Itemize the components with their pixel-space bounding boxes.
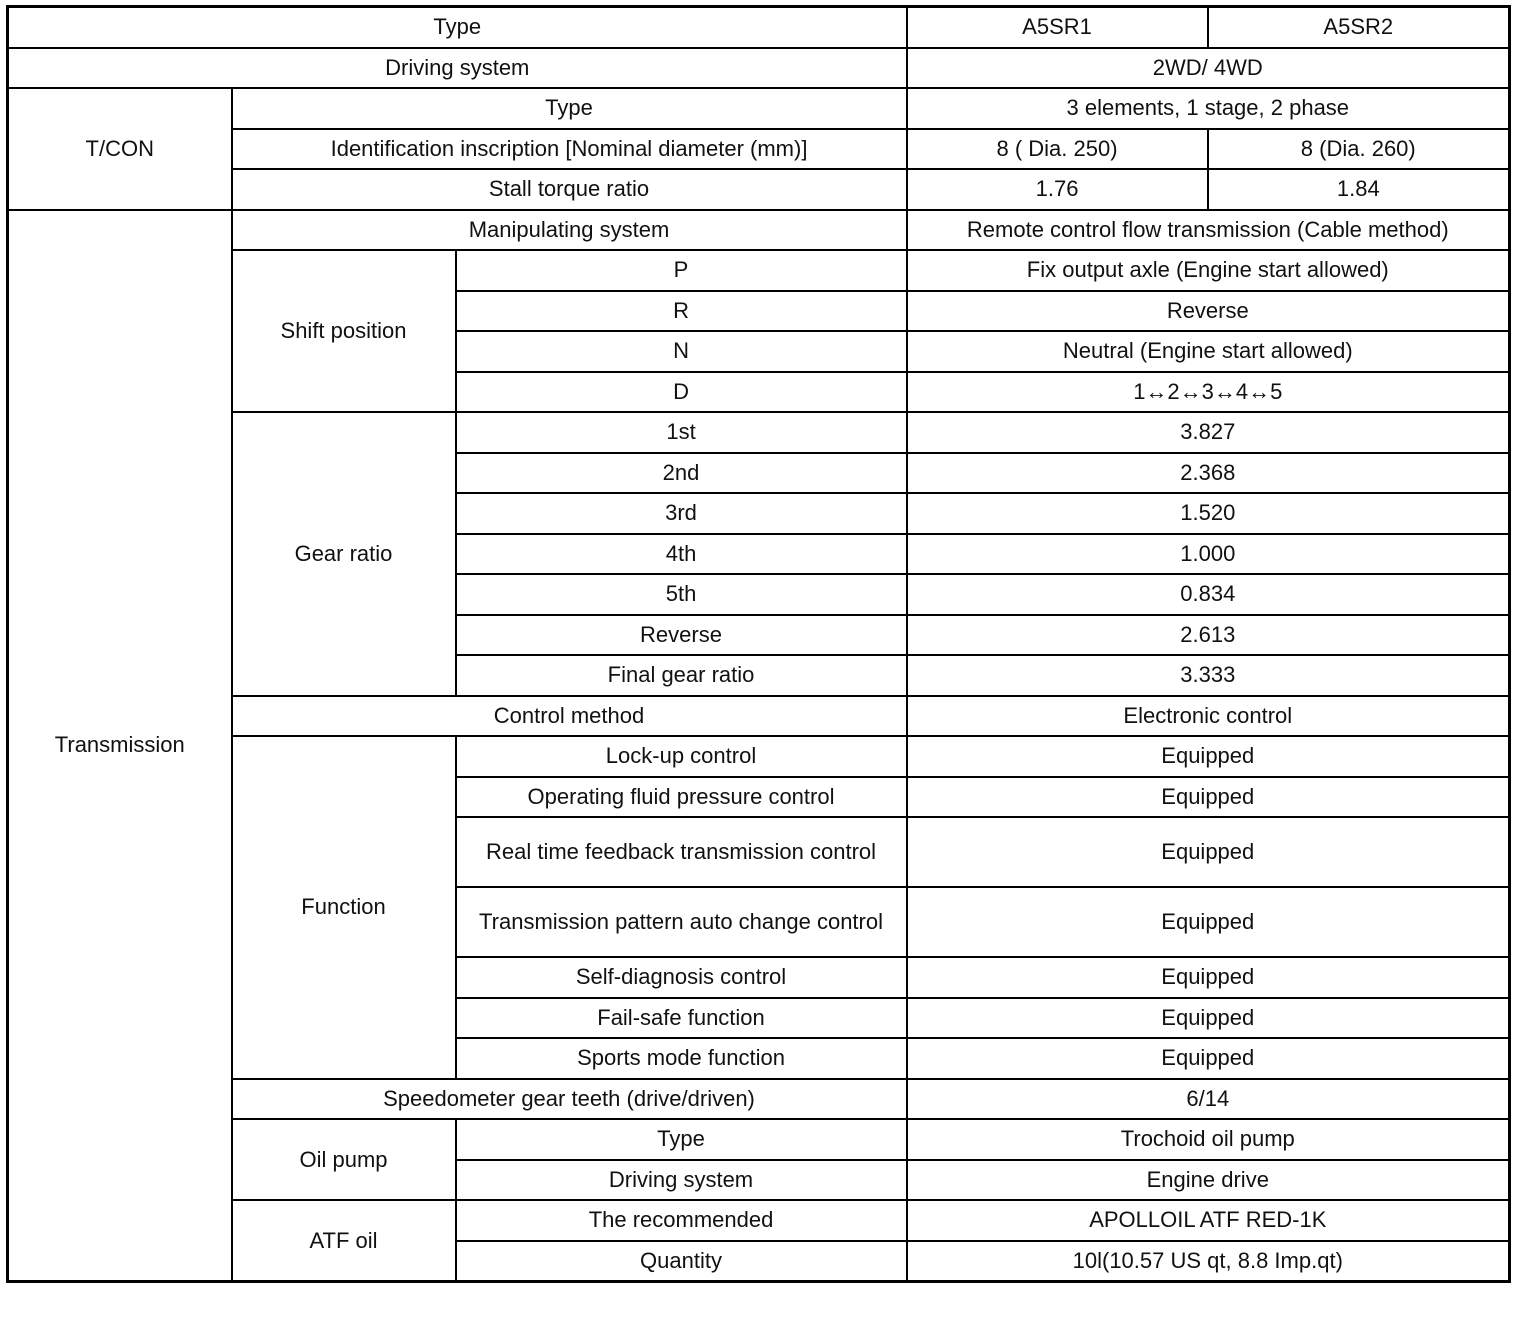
gear-name: 3rd (456, 493, 907, 534)
table-row (8, 1200, 1510, 1241)
tcon-identification-value-2: 8 (Dia. 260) (1208, 129, 1510, 170)
tcon-identification-label: Identification inscription [Nominal diameter (mm)] (232, 129, 907, 170)
shift-value: Neutral (Engine start allowed) (907, 331, 1510, 372)
shift-value: 1↔2↔3↔4↔5 (907, 372, 1510, 413)
function-value: Equipped (907, 957, 1510, 998)
manipulating-label: Manipulating system (232, 210, 907, 251)
table-row (8, 1119, 1510, 1160)
gear-name: 4th (456, 534, 907, 575)
tcon-stall-label: Stall torque ratio (232, 169, 907, 210)
control-method-value: Electronic control (907, 696, 1510, 737)
shift-value: Fix output axle (Engine start allowed) (907, 250, 1510, 291)
header-model-1: A5SR1 (907, 7, 1208, 48)
gear-value: 2.368 (907, 453, 1510, 494)
gear-value: 1.000 (907, 534, 1510, 575)
table-row (8, 1079, 1510, 1120)
shift-pos: N (456, 331, 907, 372)
function-name: Transmission pattern auto change control (456, 887, 907, 957)
spec-table (6, 5, 1511, 1283)
shift-value: Reverse (907, 291, 1510, 332)
gear-value: 3.827 (907, 412, 1510, 453)
gear-value: 1.520 (907, 493, 1510, 534)
gear-name: 2nd (456, 453, 907, 494)
driving-system-label: Driving system (8, 48, 907, 89)
table-row (8, 169, 1510, 210)
function-value: Equipped (907, 817, 1510, 887)
atf-quantity-label: Quantity (456, 1241, 907, 1282)
function-label: Function (232, 736, 456, 1079)
transmission-label: Transmission (8, 210, 232, 1282)
function-name: Lock-up control (456, 736, 907, 777)
oil-pump-label: Oil pump (232, 1119, 456, 1200)
header-type-label: Type (8, 7, 907, 48)
table-row (8, 736, 1510, 777)
driving-system-value: 2WD/ 4WD (907, 48, 1510, 89)
table-row (8, 210, 1510, 251)
table-row (8, 48, 1510, 89)
gear-value: 2.613 (907, 615, 1510, 656)
function-value: Equipped (907, 1038, 1510, 1079)
control-method-label: Control method (232, 696, 907, 737)
oil-pump-driving-value: Engine drive (907, 1160, 1510, 1201)
tcon-type-value: 3 elements, 1 stage, 2 phase (907, 88, 1510, 129)
atf-recommended-value: APOLLOIL ATF RED-1K (907, 1200, 1510, 1241)
gear-name: Reverse (456, 615, 907, 656)
function-value: Equipped (907, 777, 1510, 818)
oil-pump-type-label: Type (456, 1119, 907, 1160)
function-name: Real time feedback transmission control (456, 817, 907, 887)
table-row (8, 88, 1510, 129)
table-row (8, 250, 1510, 291)
gear-name: Final gear ratio (456, 655, 907, 696)
shift-position-label: Shift position (232, 250, 456, 412)
function-name: Sports mode function (456, 1038, 907, 1079)
gear-ratio-label: Gear ratio (232, 412, 456, 696)
oil-pump-type-value: Trochoid oil pump (907, 1119, 1510, 1160)
header-model-2: A5SR2 (1208, 7, 1510, 48)
speedometer-label: Speedometer gear teeth (drive/driven) (232, 1079, 907, 1120)
table-row (8, 7, 1510, 48)
function-name: Self-diagnosis control (456, 957, 907, 998)
gear-value: 0.834 (907, 574, 1510, 615)
tcon-label: T/CON (8, 88, 232, 210)
table-row (8, 696, 1510, 737)
function-name: Operating fluid pressure control (456, 777, 907, 818)
atf-recommended-label: The recommended (456, 1200, 907, 1241)
gear-name: 5th (456, 574, 907, 615)
atf-quantity-value: 10l(10.57 US qt, 8.8 Imp.qt) (907, 1241, 1510, 1282)
gear-value: 3.333 (907, 655, 1510, 696)
tcon-type-label: Type (232, 88, 907, 129)
oil-pump-driving-label: Driving system (456, 1160, 907, 1201)
function-value: Equipped (907, 998, 1510, 1039)
shift-pos: P (456, 250, 907, 291)
tcon-stall-value-1: 1.76 (907, 169, 1208, 210)
shift-pos: D (456, 372, 907, 413)
function-name: Fail-safe function (456, 998, 907, 1039)
table-row (8, 129, 1510, 170)
atf-oil-label: ATF oil (232, 1200, 456, 1282)
function-value: Equipped (907, 887, 1510, 957)
table-row (8, 412, 1510, 453)
shift-pos: R (456, 291, 907, 332)
tcon-identification-value-1: 8 ( Dia. 250) (907, 129, 1208, 170)
manipulating-value: Remote control flow transmission (Cable method) (907, 210, 1510, 251)
gear-name: 1st (456, 412, 907, 453)
tcon-stall-value-2: 1.84 (1208, 169, 1510, 210)
function-value: Equipped (907, 736, 1510, 777)
speedometer-value: 6/14 (907, 1079, 1510, 1120)
